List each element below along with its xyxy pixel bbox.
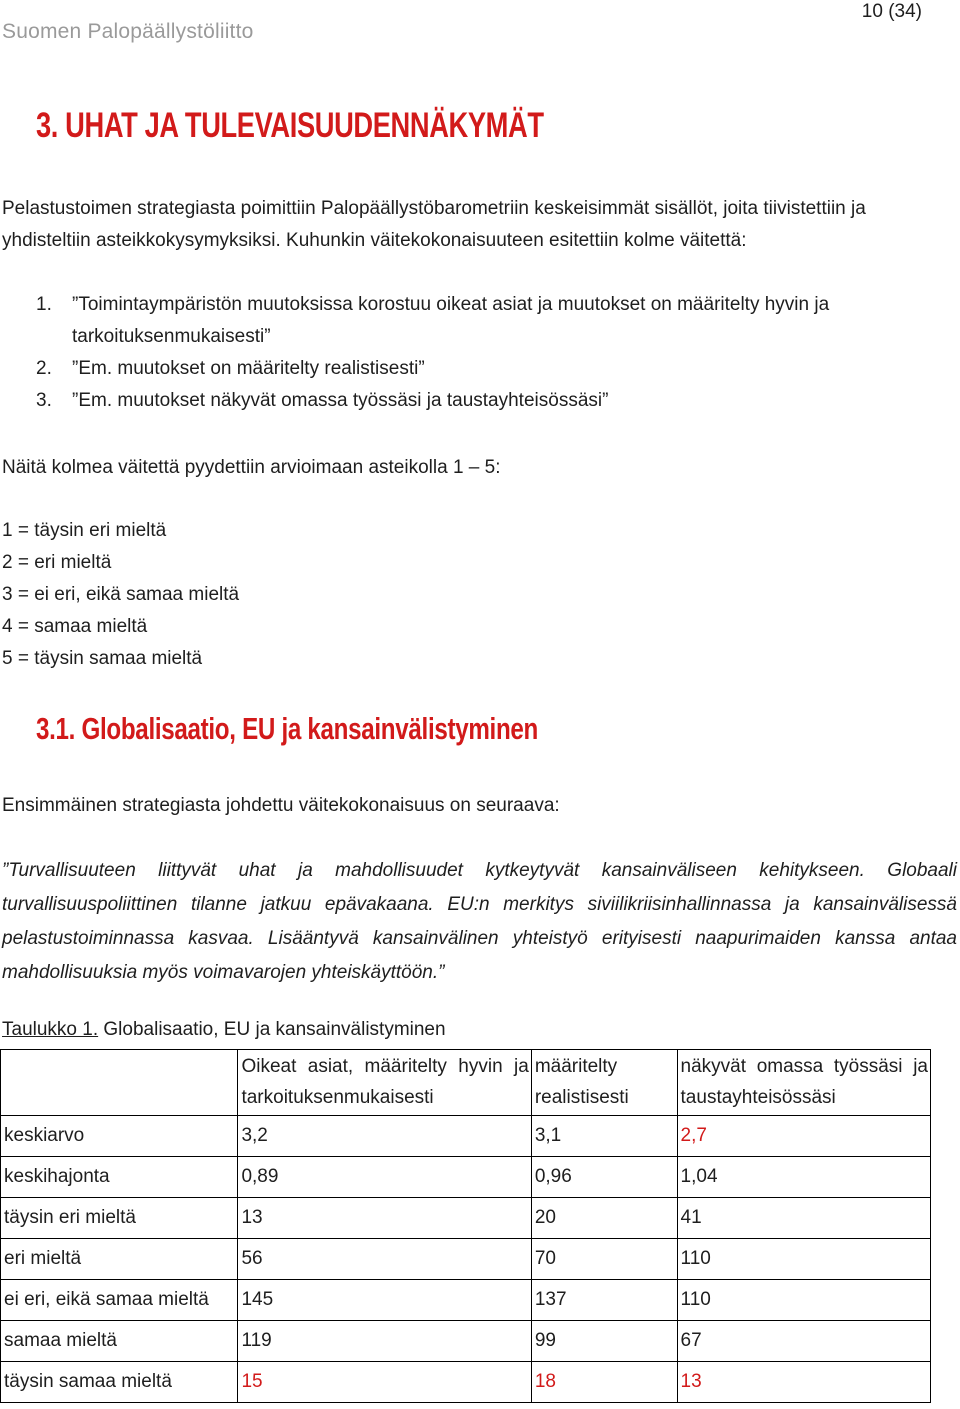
statement-number: 3. <box>36 390 52 411</box>
table-row <box>1 1157 931 1198</box>
table-row <box>1 1321 931 1362</box>
table-cell: 3,1 <box>531 1116 677 1157</box>
scale-item: 3 = ei eri, eikä samaa mieltä <box>2 584 240 605</box>
table-cell: 18 <box>531 1362 677 1403</box>
table-cell: 137 <box>531 1280 677 1321</box>
rating-intro-paragraph: Näitä kolmea väitettä pyydettiin arvioimaan asteikolla 1 – 5: <box>2 457 501 478</box>
page-header-organization: Suomen Palopäällystöliitto <box>2 20 254 43</box>
statement-item <box>36 385 960 417</box>
table-header-cell: Oikeat asiat, määritelty hyvin ja tarkoituksenmukaisesti <box>238 1050 531 1116</box>
table-cell: 0,96 <box>531 1157 677 1198</box>
rating-scale <box>2 515 239 675</box>
table-cell: 99 <box>531 1321 677 1362</box>
table-cell: 1,04 <box>677 1157 930 1198</box>
table-row-label: keskihajonta <box>1 1157 238 1198</box>
table-cell: 110 <box>677 1280 930 1321</box>
table-cell: 13 <box>238 1198 531 1239</box>
table-cell: 20 <box>531 1198 677 1239</box>
subsection-heading: 3.1. Globalisaatio, EU ja kansainvälistyminen <box>36 711 539 746</box>
table-row-label: täysin eri mieltä <box>1 1198 238 1239</box>
table-cell: 0,89 <box>238 1157 531 1198</box>
statement-text: ”Toimintaympäristön muutoksissa korostuu oikeat asiat ja muutokset on määritelty hyvin ja tarkoituksenmukaisesti” <box>72 294 830 347</box>
table-cell: 56 <box>238 1239 531 1280</box>
statement-list <box>36 289 960 417</box>
table-cell: 15 <box>238 1362 531 1403</box>
statement-item <box>36 289 960 353</box>
scale-item: 2 = eri mieltä <box>2 552 112 573</box>
page-number: 10 (34) <box>861 1 922 22</box>
table-cell: 2,7 <box>677 1116 930 1157</box>
table-header-cell <box>1 1050 238 1116</box>
table-cell: 110 <box>677 1239 930 1280</box>
table-cell: 145 <box>238 1280 531 1321</box>
statement-number: 1. <box>36 294 52 315</box>
table-caption <box>2 1014 446 1046</box>
scale-item: 5 = täysin samaa mieltä <box>2 648 203 669</box>
table-header-cell: näkyvät omassa työssäsi ja taustayhteisössäsi <box>677 1050 930 1116</box>
table-cell: 67 <box>677 1321 930 1362</box>
table-row <box>1 1116 931 1157</box>
results-table <box>0 1049 931 1403</box>
table-cell: 3,2 <box>238 1116 531 1157</box>
table-cell: 13 <box>677 1362 930 1403</box>
table-row <box>1 1198 931 1239</box>
table-row-label: täysin samaa mieltä <box>1 1362 238 1403</box>
table-row-label: eri mieltä <box>1 1239 238 1280</box>
statement-number: 2. <box>36 358 52 379</box>
table-header-cell: määritelty realistisesti <box>531 1050 677 1116</box>
table-caption-title: Globalisaatio, EU ja kansainvälistyminen <box>98 1019 446 1040</box>
statement-text: ”Em. muutokset on määritelty realistisesti” <box>72 358 425 379</box>
statement-item <box>36 353 960 385</box>
table-row-label: samaa mieltä <box>1 1321 238 1362</box>
subsection-intro-paragraph: Ensimmäinen strategiasta johdettu väitekokonaisuus on seuraava: <box>2 795 560 816</box>
table-row-label: keskiarvo <box>1 1116 238 1157</box>
intro-paragraph: Pelastustoimen strategiasta poimittiin Palopäällystöbarometriin keskeisimmät sisällöt, joita tiivistettiin ja yhdisteltiin asteikkokysymyksiksi. Kuhunkin väitekokonaisuuteen esitettiin kolme väitettä: <box>2 198 866 251</box>
table-cell: 119 <box>238 1321 531 1362</box>
table-row <box>1 1362 931 1403</box>
scale-item: 4 = samaa mieltä <box>2 616 148 637</box>
table-cell: 41 <box>677 1198 930 1239</box>
statement-text: ”Em. muutokset näkyvät omassa työssäsi ja taustayhteisössäsi” <box>72 390 609 411</box>
table-row-label: ei eri, eikä samaa mieltä <box>1 1280 238 1321</box>
table-header-row <box>1 1050 931 1116</box>
table-row <box>1 1280 931 1321</box>
scale-item: 1 = täysin eri mieltä <box>2 520 167 541</box>
strategy-quote: ”Turvallisuuteen liittyvät uhat ja mahdollisuudet kytkeytyvät kansainväliseen kehitykseen. Globaali turvallisuuspoliittinen tilanne jatkuu epävakaana. EU:n merkitys siviilikriisinhallinnassa ja kansainvälisessä pelastustoiminnassa kasvaa. Lisääntyvä kansainvälinen yhteistyö erityisesti naapurimaiden kanssa antaa mahdollisuuksia myös voimavarojen yhteiskäyttöön.” <box>2 860 957 983</box>
section-heading: 3. UHAT JA TULEVAISUUDENNÄKYMÄT <box>36 106 544 145</box>
table-cell: 70 <box>531 1239 677 1280</box>
table-caption-label: Taulukko 1. <box>2 1019 99 1040</box>
table-row <box>1 1239 931 1280</box>
